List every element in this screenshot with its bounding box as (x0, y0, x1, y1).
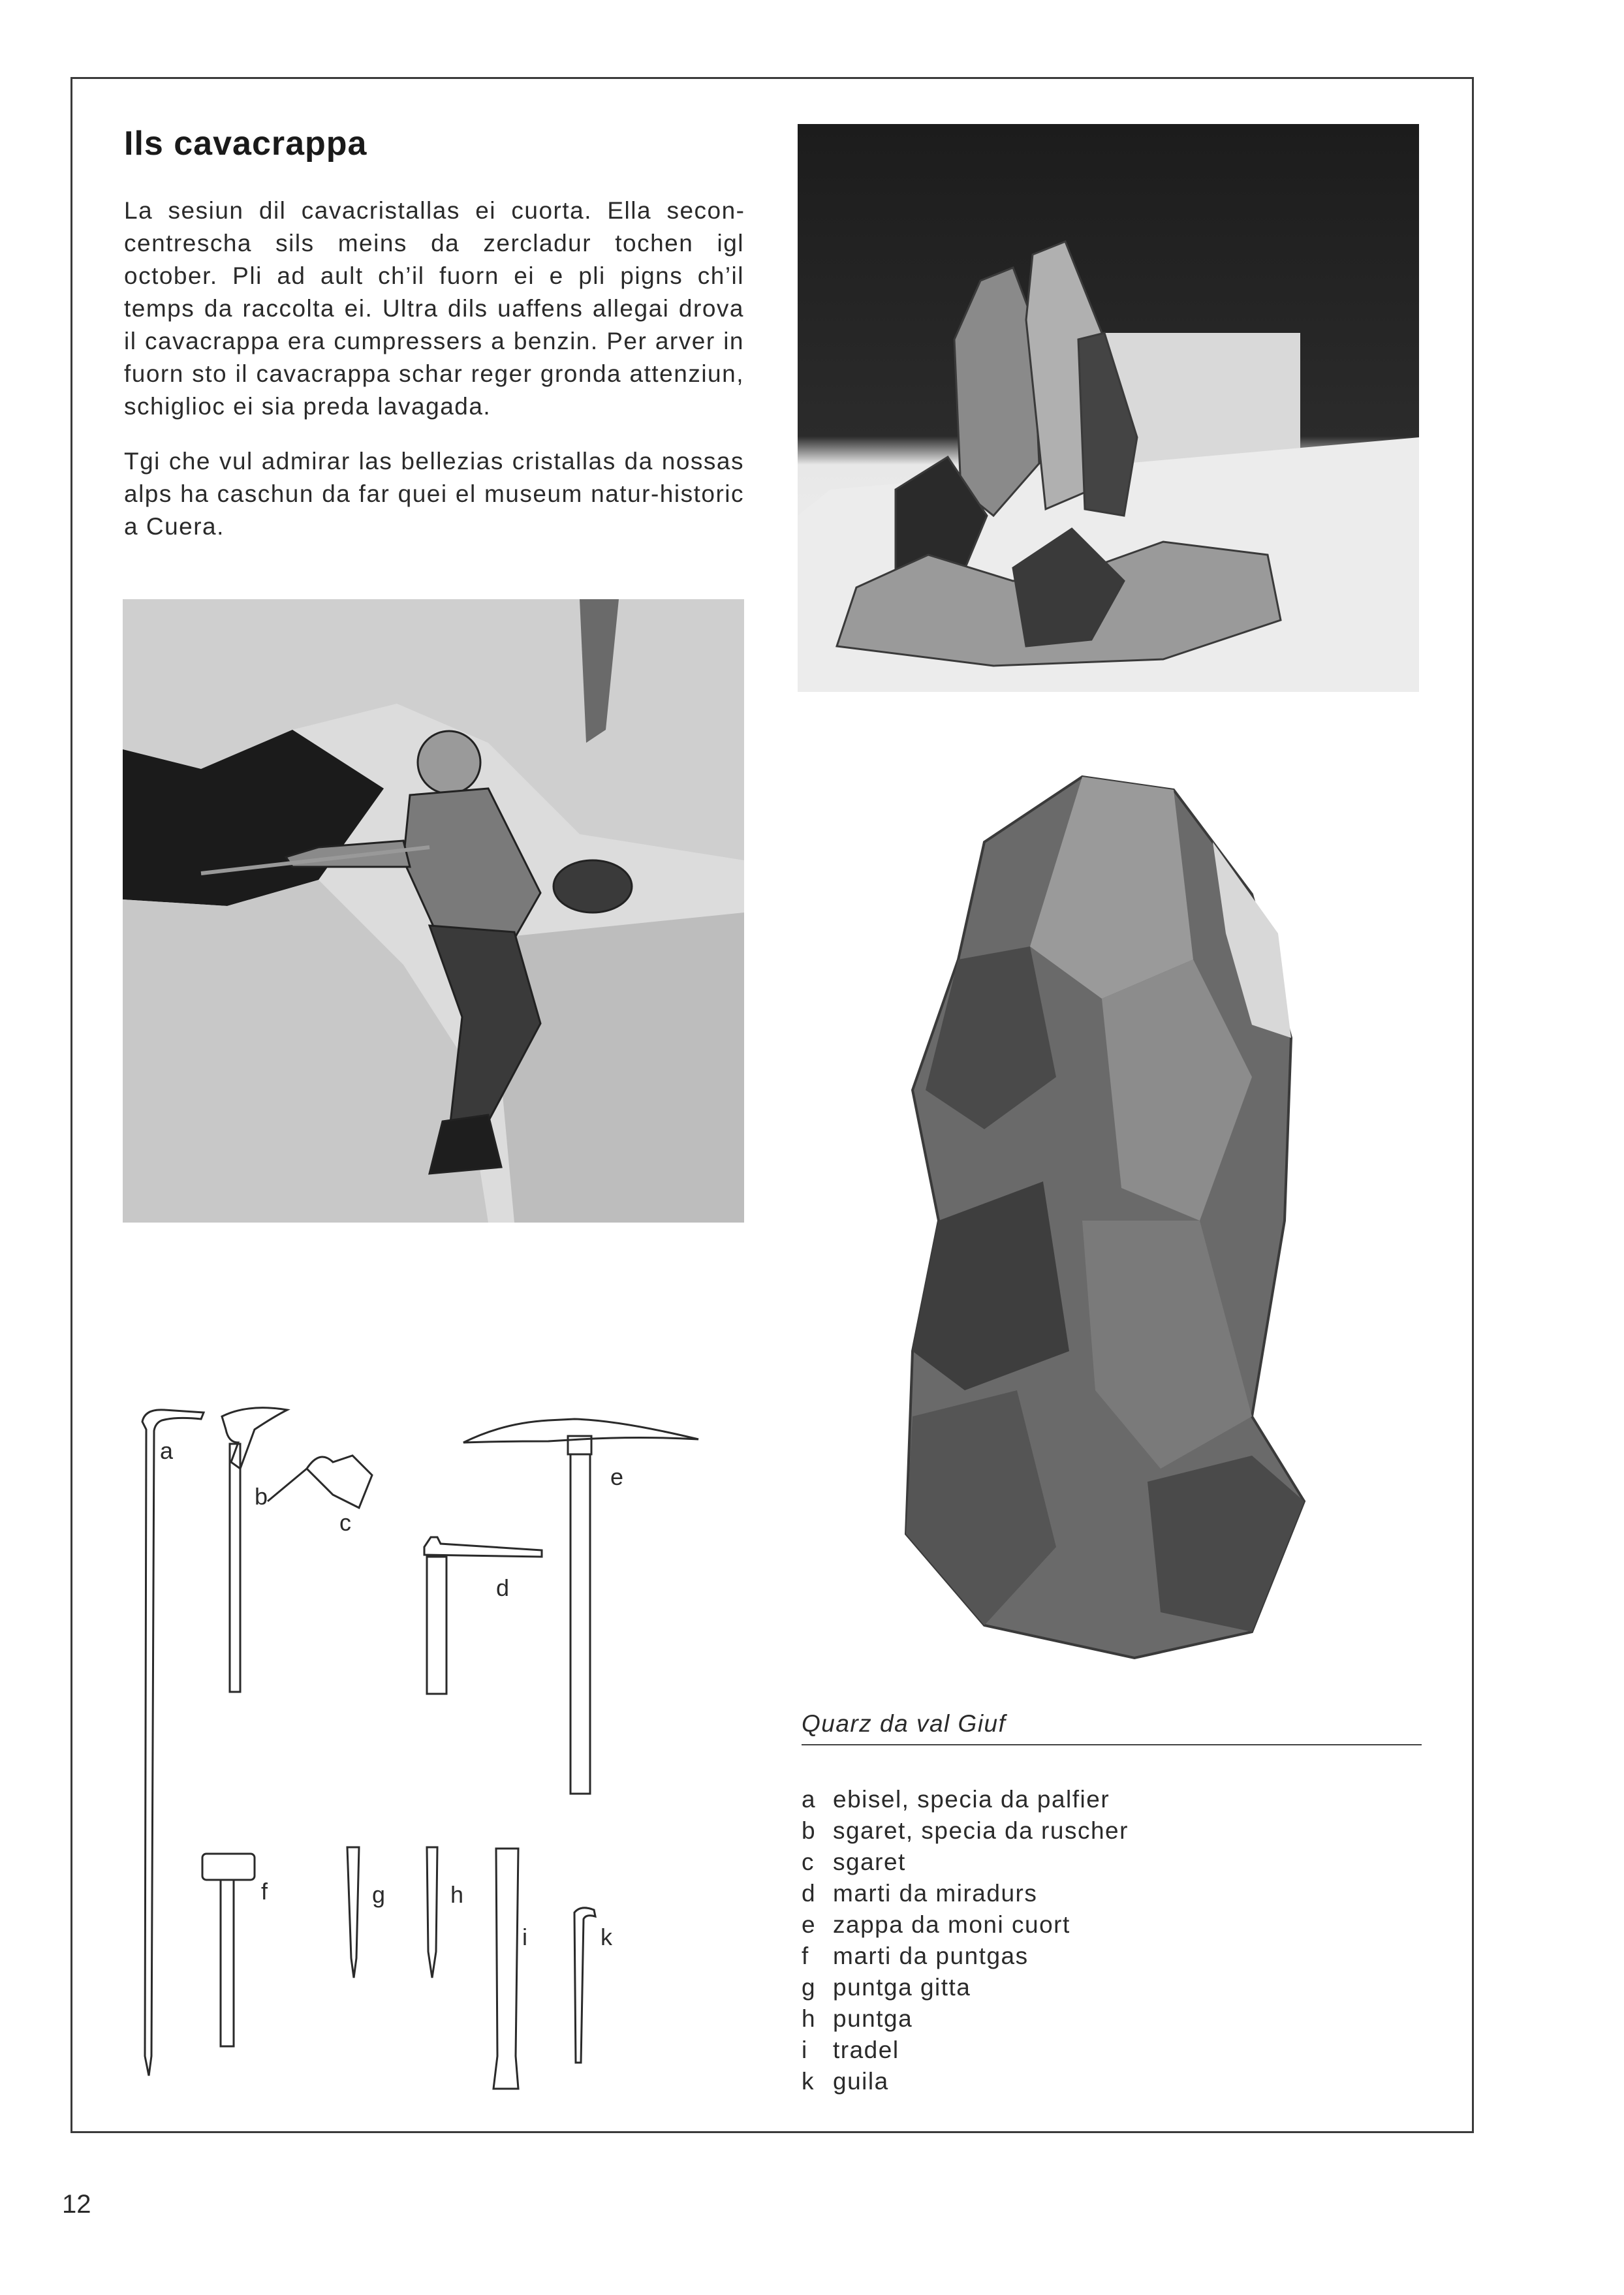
page-title: Ils cavacrappa (124, 125, 367, 163)
quartz-crystal-photo (886, 764, 1337, 1664)
tool-label-d: d (496, 1574, 510, 1601)
mining-pick-e-illustration (463, 1419, 698, 1794)
flat-chisel-i-illustration (493, 1849, 518, 2089)
crystal-miner-photo (123, 599, 744, 1223)
legend-text: puntga gitta (833, 1974, 971, 2001)
legend-item (802, 1784, 1129, 1815)
legend-item (802, 1941, 1129, 1972)
mason-hammer-d-illustration (424, 1537, 542, 1694)
legend-text: sgaret (833, 1849, 906, 1875)
legend-key: c (802, 1849, 815, 1875)
legend-text: marti da puntgas (833, 1943, 1029, 1969)
scraper-c-illustration (268, 1456, 372, 1508)
legend-text: ebisel, specia da palfier (833, 1786, 1110, 1813)
point-hammer-f-illustration (202, 1854, 255, 2046)
legend-key: k (802, 2068, 815, 2095)
legend-item (802, 1847, 1129, 1878)
legend-key: b (802, 1817, 817, 1844)
legend-text: marti da miradurs (833, 1880, 1038, 1907)
legend-key: f (802, 1943, 809, 1969)
page-number: 12 (62, 2190, 91, 2219)
legend-key: i (802, 2037, 808, 2063)
intro-paragraph: La sesiun dil cavacristallas ei cuorta. Ella seconcentrescha sils meins da zercladur tochen igl october. Pli ad ault ch’il fuorn ei e pli pigns ch’il temps da raccolta ei. Ultra dils uaffens allegai drova il cavacrappa era cumpressers a benzin. Per arver in fuorn sto il cavacrappa schar reger gronda attenziun, schiglioc ei sia preda lavagada. (124, 197, 744, 420)
crowbar-a-illustration (142, 1410, 204, 2076)
tool-label-g: g (372, 1881, 386, 1908)
legend-key: e (802, 1911, 817, 1938)
tool-label-a: a (160, 1437, 174, 1464)
tool-label-k: k (601, 1924, 612, 1950)
photo-caption: Quarz da val Giuf (802, 1710, 1422, 1745)
hook-k-illustration (574, 1908, 595, 2063)
legend-text: guila (833, 2068, 889, 2095)
legend-text: puntga (833, 2005, 913, 2032)
tool-label-i: i (522, 1924, 527, 1950)
legend-item (802, 2066, 1129, 2097)
tool-legend (802, 1784, 1129, 2097)
legend-item (802, 2035, 1129, 2066)
legend-text: sgaret, specia da ruscher (833, 1817, 1129, 1844)
legend-item (802, 1909, 1129, 1941)
museum-paragraph: Tgi che vul admirar las bellezias cristallas da nossas alps ha caschun da far quei el museum natur-historic a Cuera. (124, 448, 744, 540)
legend-item (802, 2003, 1129, 2035)
legend-text: tradel (833, 2037, 899, 2063)
legend-text: zappa da moni cuort (833, 1911, 1070, 1938)
point-chisel-h-illustration (427, 1847, 437, 1978)
blunt-chisel-g-illustration (347, 1847, 359, 1978)
legend-item (802, 1878, 1129, 1909)
tool-label-c: c (339, 1509, 351, 1536)
tool-label-b: b (255, 1483, 268, 1510)
tool-label-e: e (610, 1463, 624, 1490)
legend-key: h (802, 2005, 817, 2032)
legend-key: a (802, 1786, 817, 1813)
pick-b-illustration (222, 1408, 287, 1692)
legend-key: g (802, 1974, 817, 2001)
legend-item (802, 1815, 1129, 1847)
crystal-cluster-photo (798, 124, 1419, 692)
tool-label-f: f (261, 1878, 268, 1905)
tool-label-h: h (450, 1881, 464, 1908)
legend-key: d (802, 1880, 817, 1907)
tool-illustrations (124, 1403, 744, 2121)
legend-item (802, 1972, 1129, 2003)
